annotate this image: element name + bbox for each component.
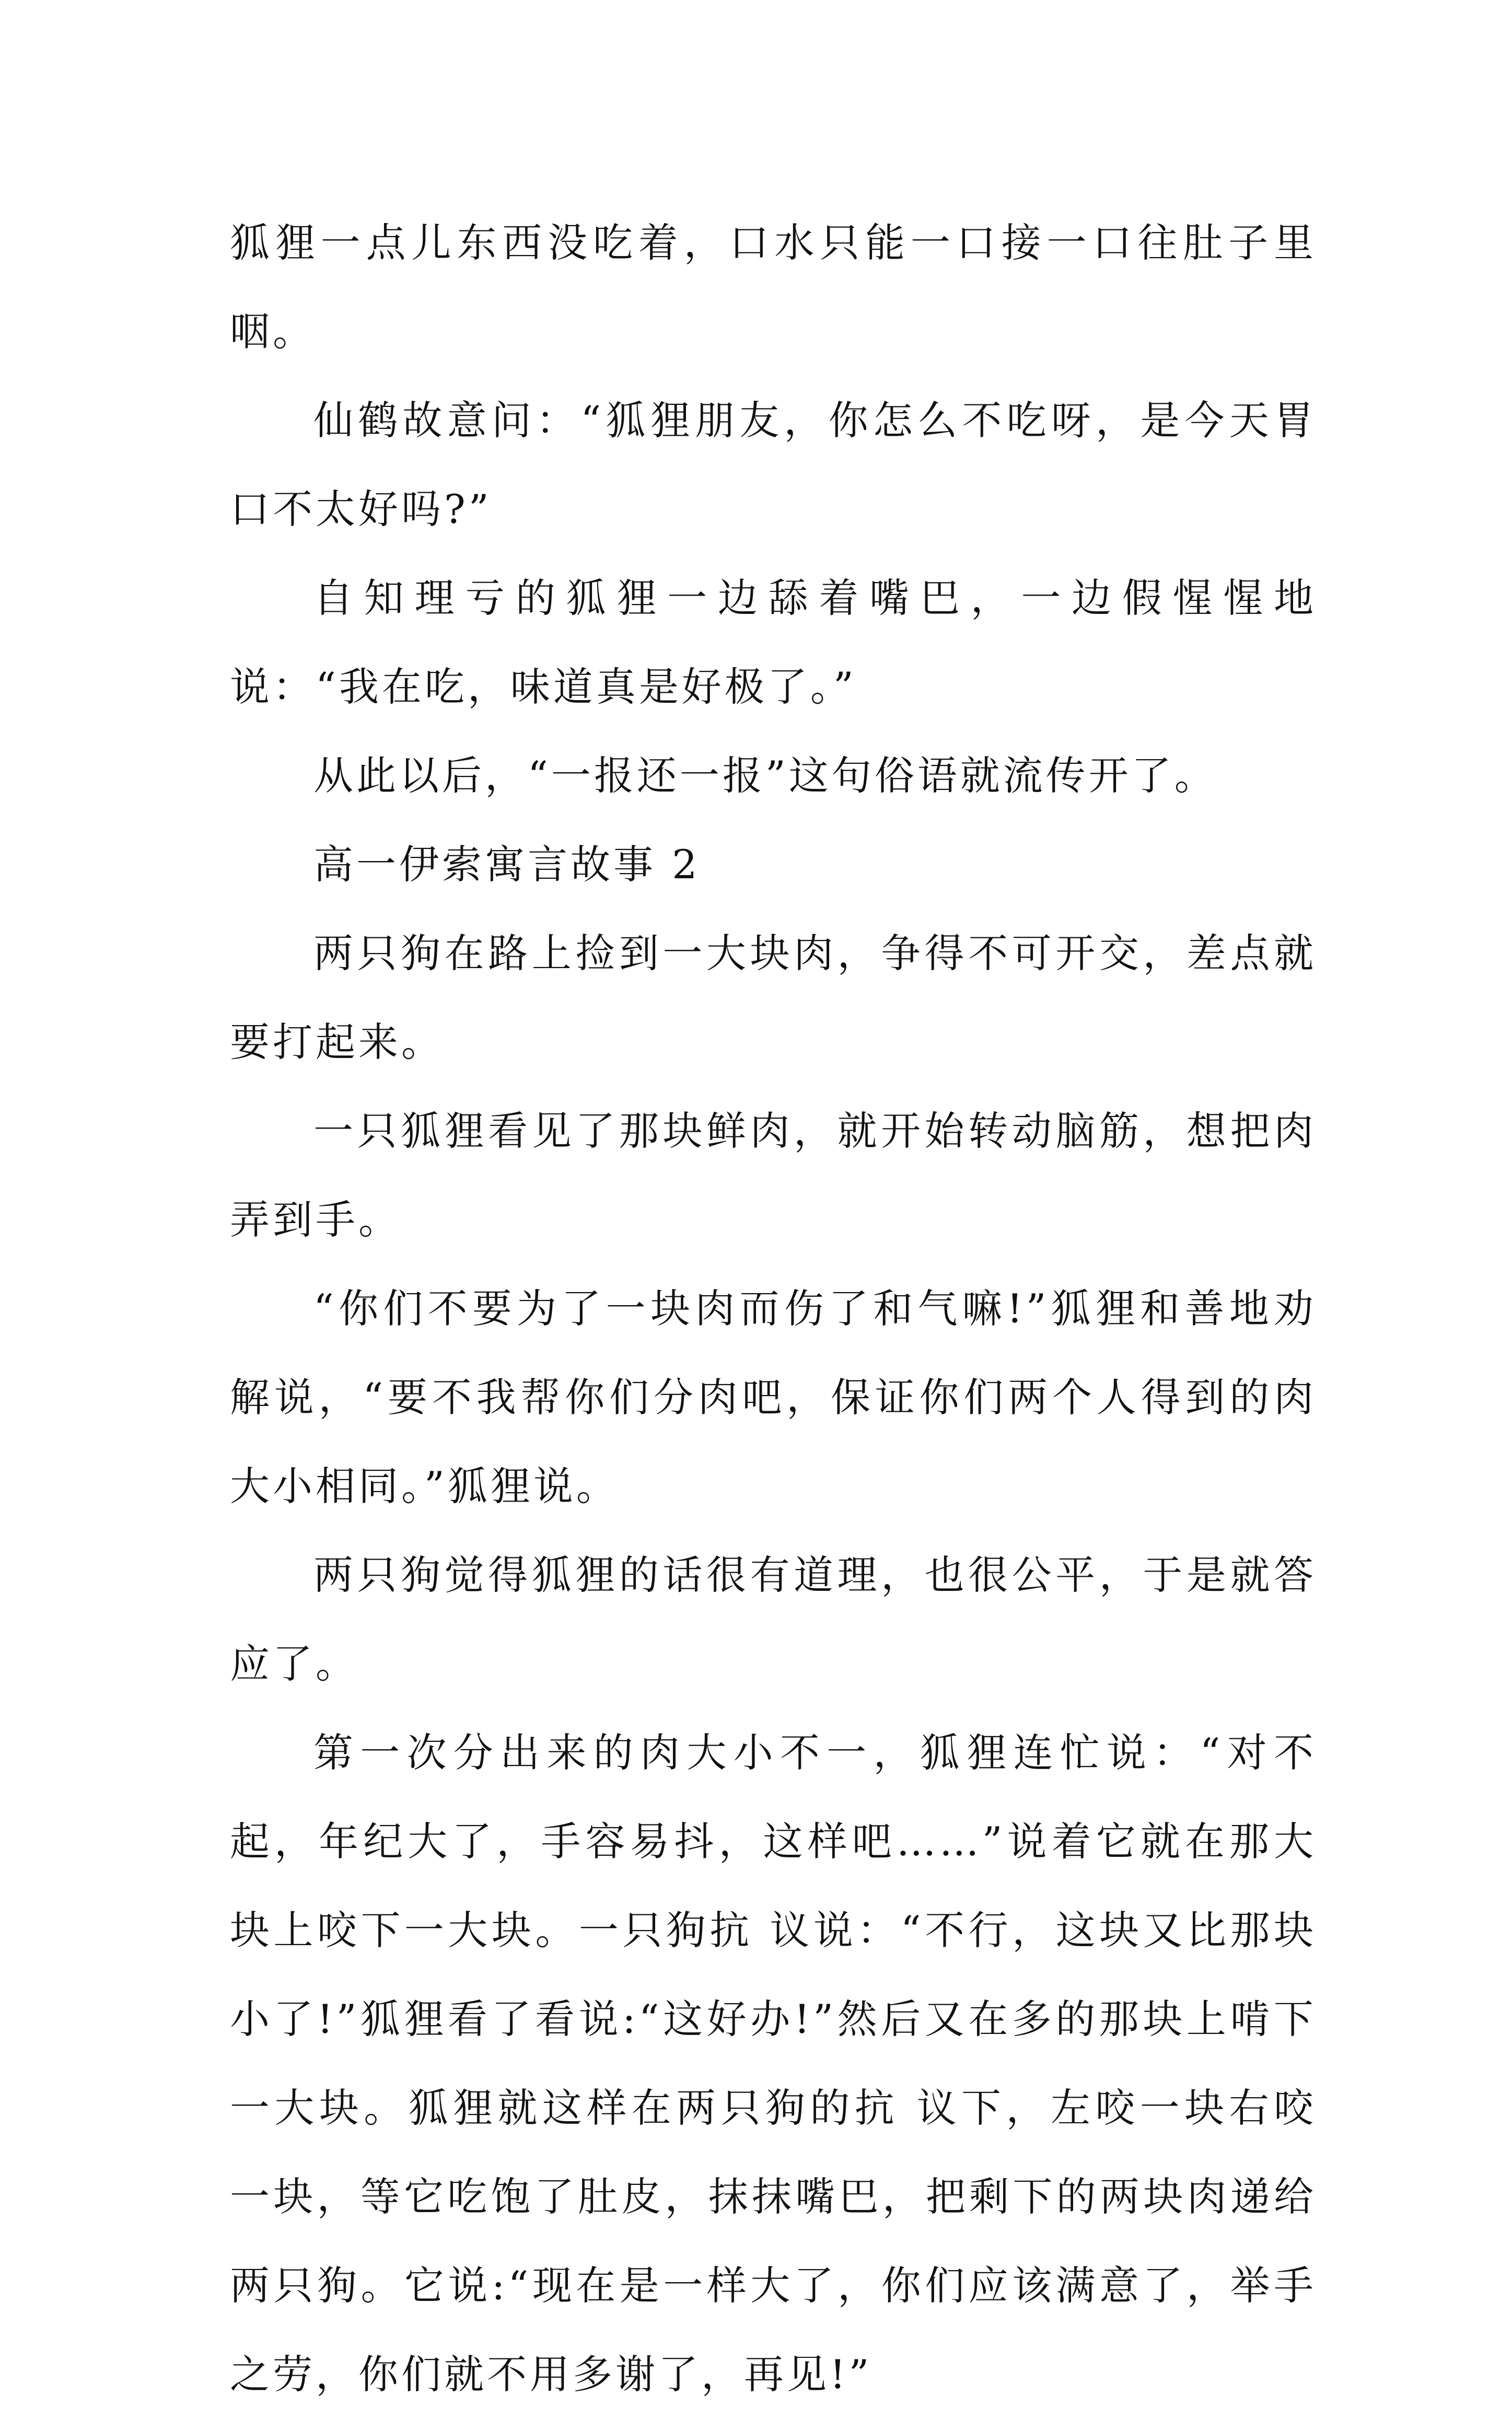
paragraph: 自知理亏的狐狸一边舔着嘴巴，一边假惺惺地说：“我在吃，味道真是好极了。”	[230, 575, 1317, 710]
paragraph: 仙鹤故意问：“狐狸朋友，你怎么不吃呀，是今天胃口不太好吗?”	[230, 397, 1317, 532]
paragraph: 两只狗觉得狐狸的话很有道理，也很公平，于是就答应了。	[230, 1552, 1317, 1687]
paragraph: 第一次分出来的肉大小不一，狐狸连忙说：“对不起，年纪大了，手容易抖，这样吧……”说着它就在那大块上咬下一大块。一只狗抗 议说：“不行，这块又比那块小了!”狐狸看了看说:“这好办!”然后又在多的那块上啃下一大块。狐狸就这样在两只狗的抗 议下，左咬一块右咬一块，等它吃饱了肚皮，抹抹嘴巴，把剩下的两块肉递给两只狗。它说:“现在是一样大了，你们应该满意了，举手之劳，你们就不用多谢了，再见!”	[230, 1729, 1317, 2398]
paragraph: 两只狗在路上捡到一大块肉，争得不可开交，差点就要打起来。	[230, 930, 1317, 1065]
section-heading: 高一伊索寓言故事 2	[313, 841, 701, 888]
paragraph: 狐狸一点儿东西没吃着，口水只能一口接一口往肚子里咽。	[230, 219, 1317, 355]
paragraph: 一只狐狸看见了那块鲜肉，就开始转动脑筋，想把肉弄到手。	[230, 1108, 1317, 1243]
document-body	[230, 199, 1317, 2419]
paragraph: “你们不要为了一块肉而伤了和气嘛!”狐狸和善地劝解说，“要不我帮你们分肉吧，保证你们两个人得到的肉大小相同。”狐狸说。	[230, 1285, 1317, 1509]
paragraph: 从此以后，“一报还一报”这句俗语就流传开了。	[313, 752, 1217, 799]
